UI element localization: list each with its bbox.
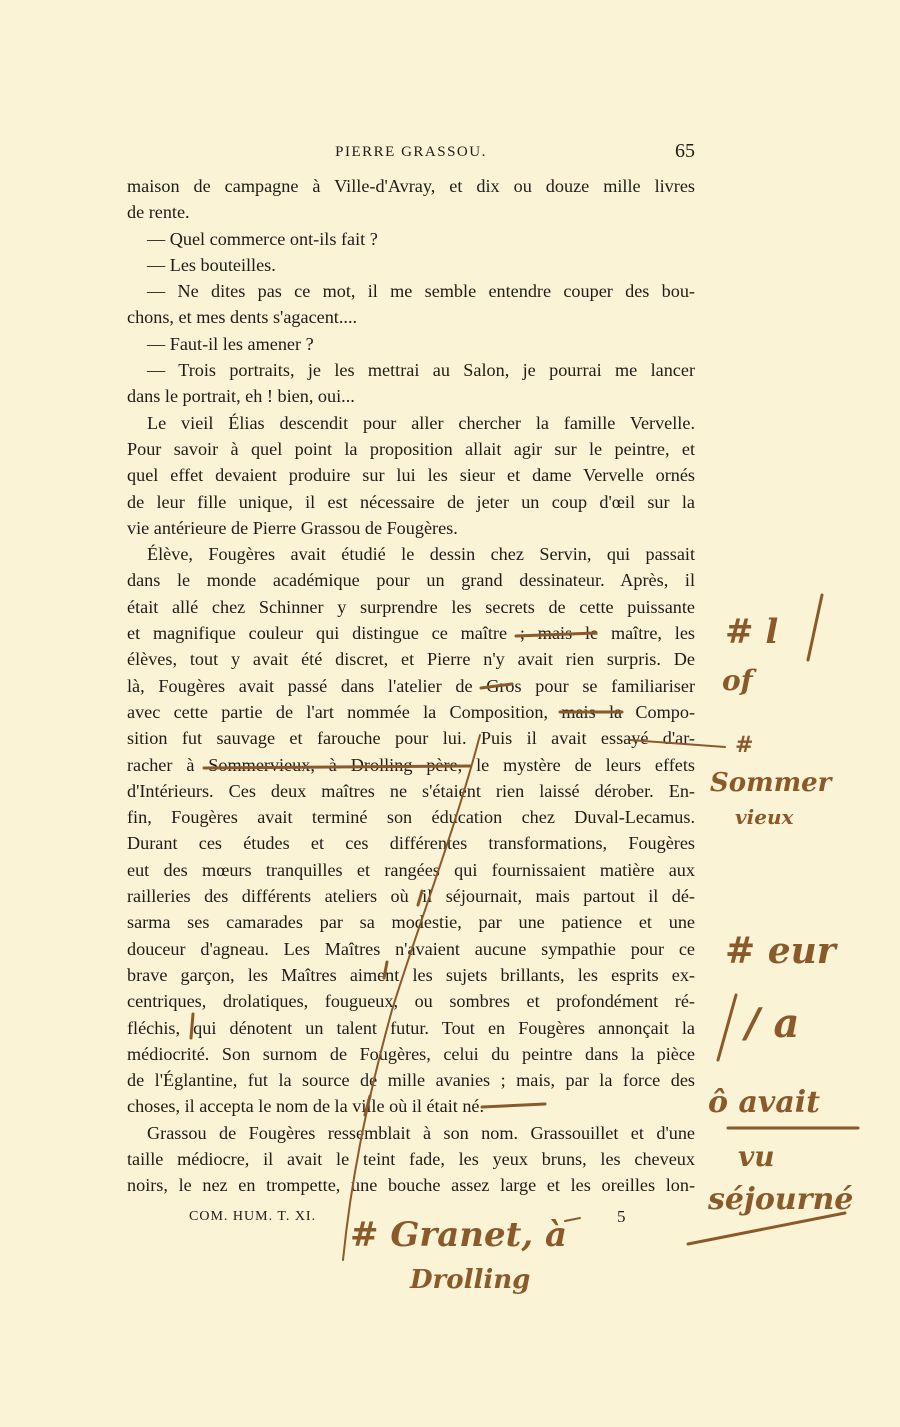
margin-note: # — [735, 732, 754, 758]
text-line: — Les bouteilles. — [147, 254, 276, 275]
text-line: Grassou de Fougères ressemblait à son nom. Grassouillet et d'une — [147, 1122, 695, 1143]
body-text — [127, 173, 695, 1199]
margin-note: # l — [725, 612, 779, 652]
text-line: brave garçon, les Maîtres aiment les sujets brillants, les esprits ex- — [127, 964, 695, 985]
margin-rule — [688, 1213, 845, 1244]
margin-note: / a — [745, 1000, 800, 1047]
text-line: avec cette partie de l'art nommée la Composition, mais la Compo- — [127, 701, 695, 722]
page-number: 65 — [675, 140, 695, 162]
text-line: fléchis, qui dénotent un talent futur. Tout en Fougères annonçait la — [127, 1017, 695, 1038]
bottom-note: # Granet, à — [350, 1215, 568, 1255]
text-line: taille médiocre, il avait le teint fade, les yeux bruns, les cheveux — [127, 1148, 695, 1169]
margin-note: of — [722, 664, 753, 697]
text-line: centriques, drolatiques, fougueux, ou sombres et profondément ré- — [127, 991, 695, 1012]
margin-note: vieux — [735, 805, 794, 829]
text-line: chons, et mes dents s'agacent.... — [127, 307, 358, 328]
text-line: fin, Fougères avait terminé son éducation chez Duval-Lecamus. — [127, 807, 695, 828]
text-line: Le vieil Élias descendit pour aller chercher la famille Vervelle. — [147, 412, 695, 433]
text-line: de rente. — [127, 202, 190, 223]
margin-note: ô avait — [708, 1085, 821, 1120]
margin-note: Sommer — [710, 768, 832, 798]
margin-note: séjourné — [708, 1182, 854, 1217]
text-line: là, Fougères avait passé dans l'atelier de Gros pour se familiariser — [127, 675, 695, 696]
text-line: était allé chez Schinner y surprendre les secrets de cette puissante — [127, 596, 695, 617]
text-line: dans le monde académique pour un grand dessinateur. Après, il — [127, 570, 695, 591]
text-line: — Trois portraits, je les mettrai au Salon, je pourrai me lancer — [147, 360, 695, 381]
margin-slash — [718, 995, 736, 1060]
text-line: Pour savoir à quel point la proposition allait agir sur le peintre, et — [127, 438, 695, 459]
text-line: médiocrité. Son surnom de Fougères, celui du peintre dans la pièce — [127, 1043, 695, 1064]
text-line: noirs, le nez en trompette, une bouche assez large et les oreilles lon- — [127, 1175, 695, 1196]
bottom-note: Drolling — [410, 1265, 531, 1295]
text-line: Élève, Fougères avait étudié le dessin chez Servin, qui passait — [147, 544, 695, 565]
signature-mark: COM. HUM. T. XI. — [189, 1209, 317, 1224]
chapter-title: PIERRE GRASSOU. — [335, 144, 487, 160]
margin-slash — [808, 595, 822, 660]
text-line: sarma ses camarades par sa modestie, par une patience et une — [127, 912, 695, 933]
running-head — [127, 140, 695, 166]
text-line: quel effet devaient produire sur lui les sieur et dame Vervelle ornés — [127, 465, 695, 486]
text-line: — Faut-il les amener ? — [147, 333, 314, 354]
text-line: eut des mœurs tranquilles et rangées qui fournissaient matière aux — [127, 859, 695, 880]
text-line: et magnifique couleur qui distingue ce maître ; mais le maître, les — [127, 623, 695, 644]
text-line: sition fut sauvage et farouche pour lui. Puis il avait essayé d'ar- — [127, 728, 695, 749]
margin-note: # eur — [725, 930, 836, 972]
text-line: de l'Églantine, fut la source de mille avanies ; mais, par la force des — [127, 1070, 695, 1091]
text-line: vie antérieure de Pierre Grassou de Fougères. — [127, 517, 458, 538]
text-line: Durant ces études et ces différentes transformations, Fougères — [127, 833, 695, 854]
text-line: douceur d'agneau. Les Maîtres n'avaient aucune sympathie pour ce — [127, 938, 695, 959]
text-line: de leur fille unique, il est nécessaire de jeter un coup d'œil sur la — [127, 491, 695, 512]
text-line: maison de campagne à Ville-d'Avray, et dix ou douze mille livres — [127, 176, 695, 196]
text-line: dans le portrait, eh ! bien, oui... — [127, 386, 355, 407]
text-line: — Quel commerce ont-ils fait ? — [147, 228, 378, 249]
sheet-number: 5 — [617, 1207, 626, 1226]
text-line: — Ne dites pas ce mot, il me semble entendre couper des bou- — [147, 281, 695, 302]
text-line: élèves, tout y avait été discret, et Pierre n'y avait rien surpris. De — [127, 649, 695, 670]
text-line: d'Intérieurs. Ces deux maîtres ne s'étaient rien laissé dérober. En- — [127, 780, 695, 801]
text-line: choses, il accepta le nom de la ville où il était né. — [127, 1096, 485, 1117]
text-line: railleries des différents ateliers où il séjournait, mais partout il dé- — [127, 886, 695, 907]
text-line: racher à Sommervieux, à Drolling père, le mystère de leurs effets — [127, 754, 695, 775]
margin-note: vu — [738, 1140, 775, 1173]
